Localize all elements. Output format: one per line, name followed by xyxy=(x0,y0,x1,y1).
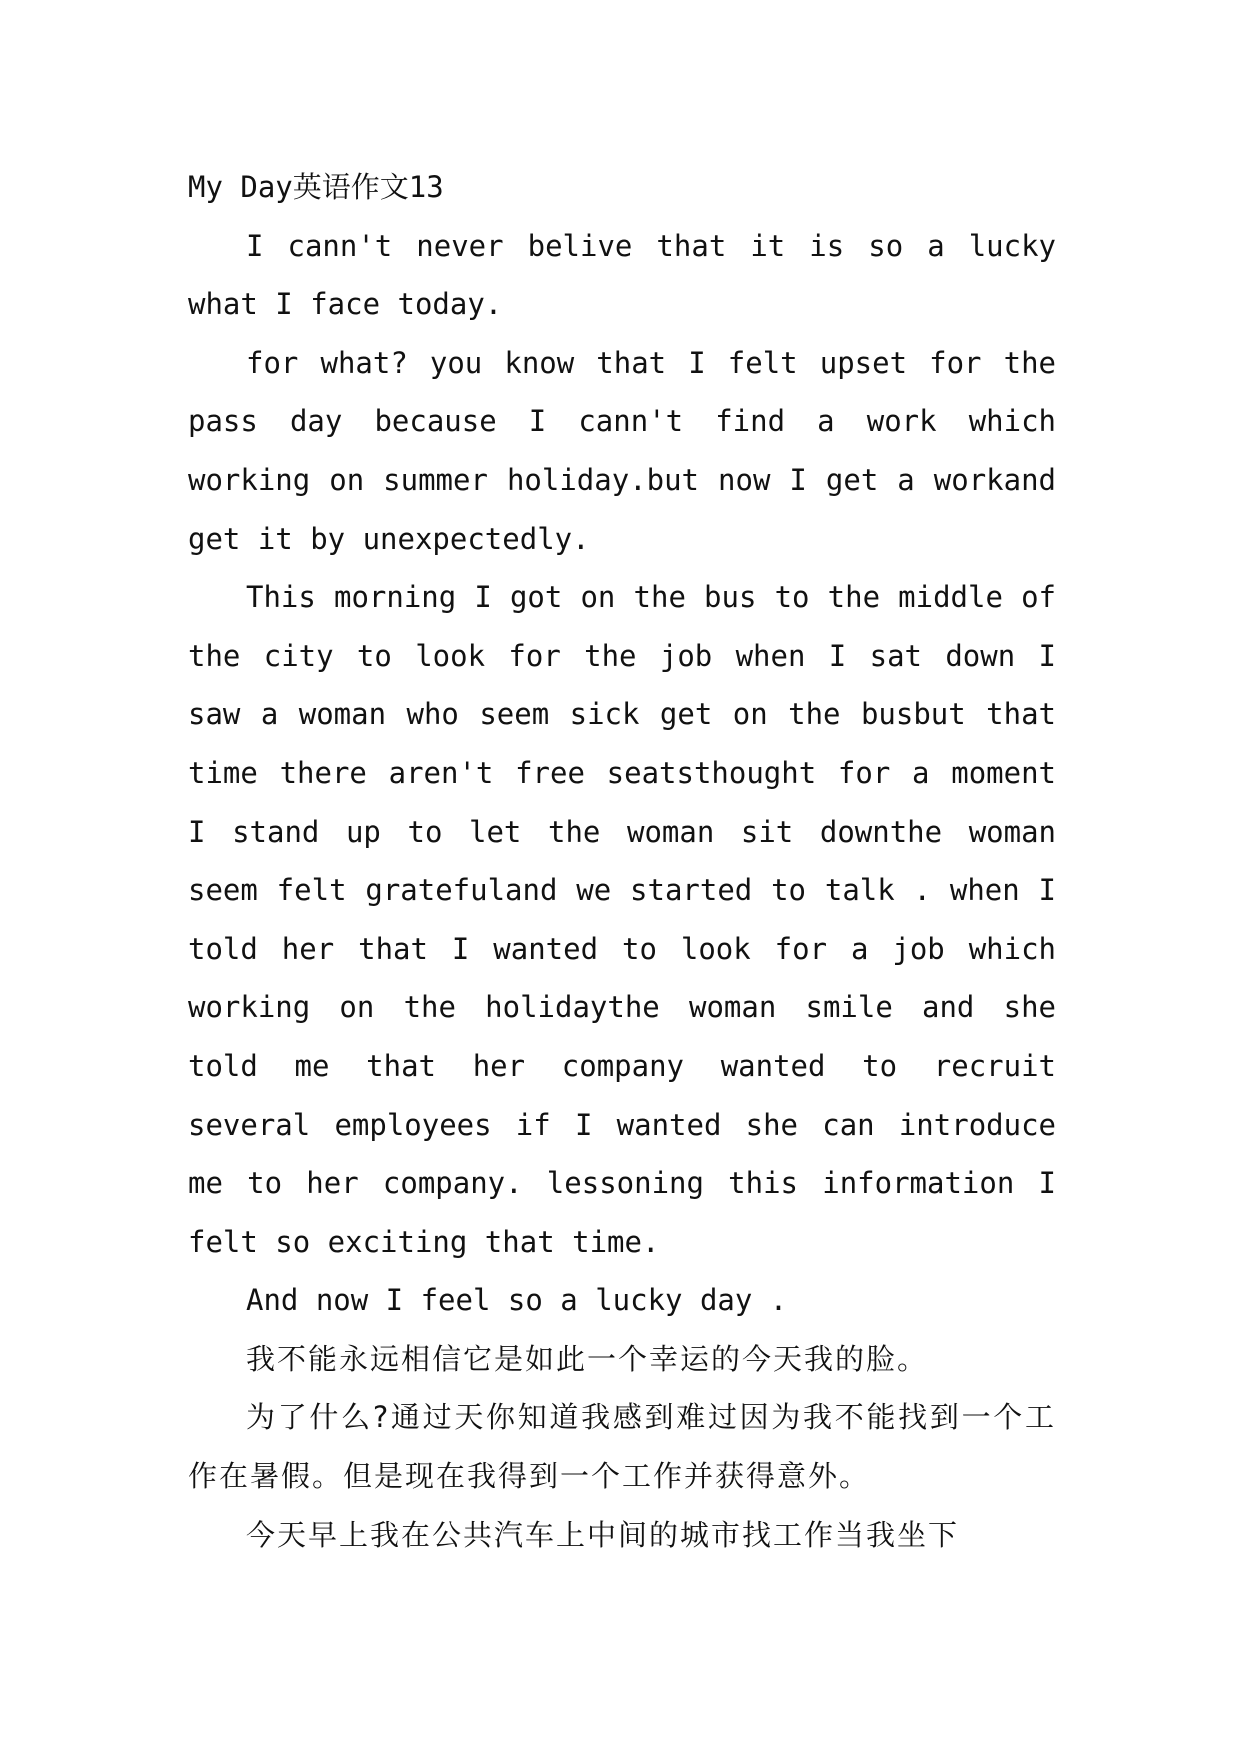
paragraph-7-chinese: 今天早上我在公共汽车上中间的城市找工作当我坐下 xyxy=(246,1517,960,1552)
document-title: My Day英语作文13 xyxy=(188,170,444,204)
document-body xyxy=(188,158,1056,1564)
paragraph-5-chinese: 我不能永远相信它是如此一个幸运的今天我的脸。 xyxy=(246,1341,929,1376)
paragraph-4: And now I feel so a lucky day . xyxy=(246,1283,788,1318)
paragraph-6-chinese: 为了什么?通过天你知道我感到难过因为我不能找到一个工作在暑假。但是现在我得到一个工作并获得意外。 xyxy=(188,1400,1056,1494)
paragraph-3: This morning I got on the bus to the middle of the city to look for the job when I sat down I saw a woman who seem sick get on the busbut that time there aren't free seatsthought for a moment I stand up to let the woman sit downthe woman seem felt gratefuland we started to talk . when I told her that I wanted to look for a job which working on the holidaythe woman smile and she told me that her company wanted to recruit several employees if I wanted she can introduce me to her company. lessoning this information I felt so exciting that time. xyxy=(188,580,1056,1259)
paragraph-2: for what? you know that I felt upset for the pass day because I cann't find a work which working on summer holiday.but now I get a workand get it by unexpectedly. xyxy=(188,345,1056,556)
paragraph-1: I cann't never belive that it is so a lucky what I face today. xyxy=(188,228,1056,322)
